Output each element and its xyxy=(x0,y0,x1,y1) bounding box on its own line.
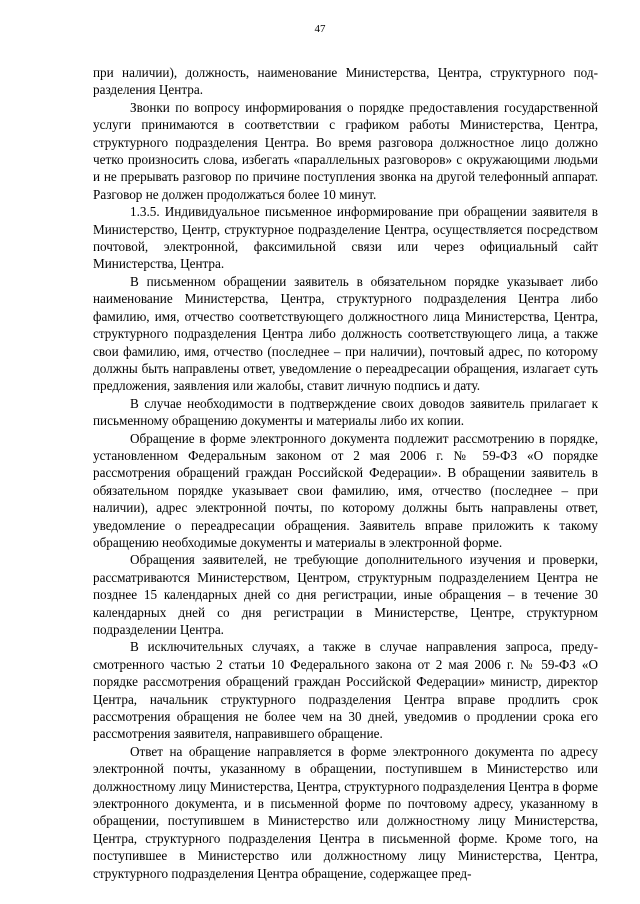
paragraph-response-delivery: Ответ на обращение направляется в форме электронного документа по адресу электронной почты, указанному в обращении, поступившем в Министерство или должностному лицу Министерства, Центра, структурного подразделения Центра в форме электронного документа, и в письменной форме по почтовому адресу, указанному в обращении, поступившем в Министерство или должностному лицу Министерства, Центра, структурного подразделения Центра в письменной форме. Кроме того, на поступившее в Министерство или должностному лицу Министерства, Центра, структурного подразделения Центра обращение, содержащее пред- xyxy=(93,743,598,881)
document-body xyxy=(93,64,598,882)
page-number: 47 xyxy=(314,23,326,35)
paragraph-phone-calls: Звонки по вопросу информирования о порядке предоставления государственной услуги принимаются в соответствии с графиком работы Министерства, Центра, структурного подразделения Центра. Во время разговора должностное лицо должно четко произносить слова, избегать «параллельных разговоров» с окружающими людьми и не прерывать разговор по причине поступления звонка на другой телефонный аппарат. Разговор не должен продолжаться более 10 минут. xyxy=(93,99,598,202)
paragraph-attachments: В случае необходимости в подтверждение своих доводов заявитель прилагает к письменному обращению документы и материалы либо их копии. xyxy=(93,395,598,429)
paragraph-written-request: В письменном обращении заявитель в обязательном порядке указывает либо наименование Министерства, Центра, структурного подразделения Центра либо фамилию, имя, отчество соответствующего должностного лица Министерства, Центра, структурного подразделения Центра либо должность соответствующего лица, а также свои фамилию, имя, отчество (последнее – при наличии), почтовый адрес, по которому должны быть направлены ответ, уведомление о переадресации обращения, излагает суть предложения, заявления или жалобы, ставит личную подпись и дату. xyxy=(93,273,598,394)
paragraph-continuation: при наличии), должность, наименование Министерства, Центра, структурного подразделения Центра. xyxy=(93,65,598,98)
paragraph-1-3-5-written-info: 1.3.5. Индивидуальное письменное информирование при обращении заявителя в Министерство, Центр, структурное подразделение Центра, осуществляется посредством почтовой, электронной, факсимильной связи или через официальный сайт Министерства, Центра. xyxy=(93,204,598,272)
paragraph-review-terms: Обращения заявителей, не требующие дополнительного изучения и проверки, рассматриваются Министерством, Центром, структурным подразделением Центра не позднее 15 календарных дней со дня регистрации, иные обращения – в течение 30 календарных дней со дня регистрации в Министерстве, Центре, структурном подразделении Центра. xyxy=(93,552,598,637)
paragraph-exceptional-cases: В исключительных случаях, а также в случае направления запроса, предусмотренного частью 2 статьи 10 Федерального закона от 2 мая 2006 г. № 59-ФЗ «О порядке рассмотрения обращений граждан Российской Федерации» министр, директор Центра, начальник структурного подразделения Центра вправе продлить срок рассмотрения обращения не более чем на 30 дней, уведомив о продлении срока его рассмотрения заявителя, направившего обращение. xyxy=(93,639,598,742)
paragraph-electronic-request: Обращение в форме электронного документа подлежит рассмотрению в порядке, установленном Федеральным законом от 2 мая 2006 г. № 59-ФЗ «О порядке рассмотрения обращений граждан Российской Федерации». В обращении заявитель в обязательном порядке указывает свои фамилию, имя, отчество (последнее – при наличии), адрес электронной почты, по которому должны быть направлены ответ, уведомление о переадресации обращения. Заявитель вправе приложить к такому обращению необходимые документы и материалы в электронной форме. xyxy=(93,430,598,550)
